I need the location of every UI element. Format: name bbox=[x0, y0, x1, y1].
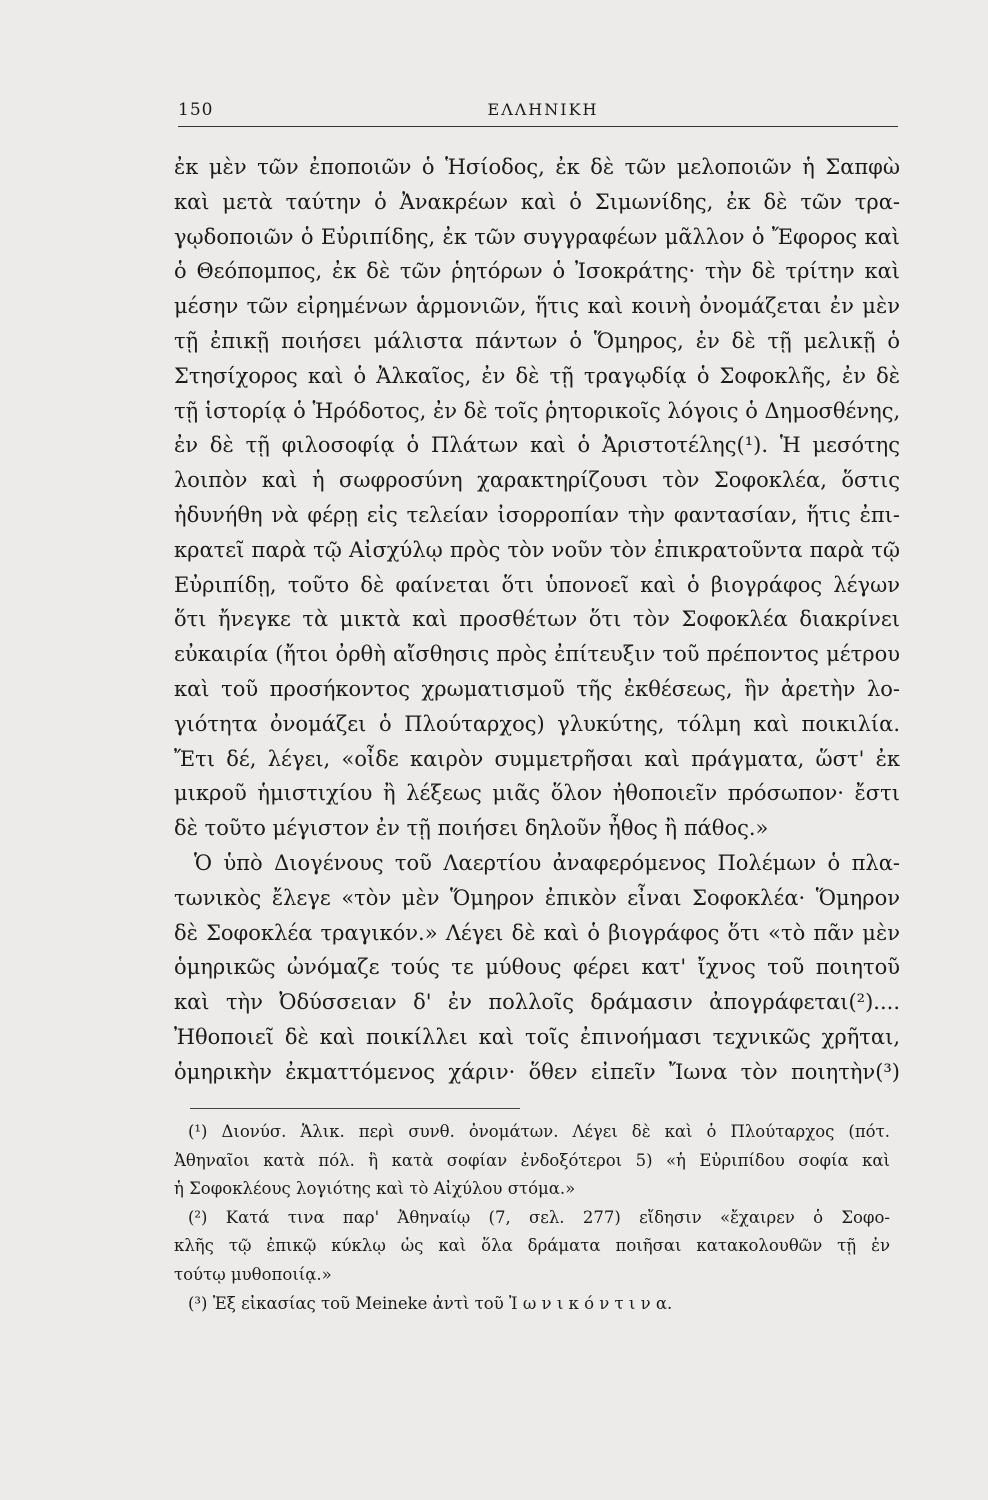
footnote-line: κλῆς τῷ ἐπικῷ κύκλῳ ὡς καὶ ὅλα δράματα ποιῆσαι κατακολουθῶν τῇ ἐν bbox=[174, 1236, 890, 1256]
text-line: Εὐριπίδῃ, τοῦτο δὲ φαίνεται ὅτι ὑπονοεῖ καὶ ὁ βιογράφος λέγων bbox=[174, 572, 900, 597]
running-title: ΕΛΛΗΝΙΚΗ bbox=[487, 100, 599, 119]
text-line: τωνικὸς ἔλεγε «τὸν μὲν Ὅμηρον ἐπικὸν εἶναι Σοφοκλέα· Ὅμηρον bbox=[174, 885, 900, 910]
text-line: ὁμηρικῶς ὠνόμαζε τούς τε μύθους φέρει κατ' ἴχνος τοῦ ποιητοῦ bbox=[174, 955, 900, 980]
page-number: 150 bbox=[178, 100, 214, 120]
text-line: ὅτι ἤνεγκε τὰ μικτὰ καὶ προσθέτων ὅτι τὸν Σοφοκλέα διακρίνει bbox=[174, 607, 900, 632]
text-line: ἐκ μὲν τῶν ἐποποιῶν ὁ Ἡσίοδος, ἐκ δὲ τῶν μελοποιῶν ἡ Σαπφὼ bbox=[174, 155, 900, 179]
text-line: λοιπὸν καὶ ἡ σωφροσύνη χαρακτηρίζουσι τὸν Σοφοκλέα, ὅστις bbox=[174, 468, 900, 493]
text-line: δὲ Σοφοκλέα τραγικόν.» Λέγει δὲ καὶ ὁ βιογράφος ὅτι «τὸ πᾶν μὲν bbox=[174, 920, 900, 945]
footnote-line: τούτῳ μυθοποιίᾳ.» bbox=[174, 1264, 332, 1284]
text-line: δὲ τοῦτο μέγιστον ἐν τῇ ποιήσει δηλοῦν ἦθος ἢ πάθος.» bbox=[174, 816, 769, 841]
footnote-line: (³) Ἐξ εἰκασίας τοῦ Meineke ἀντὶ τοῦ Ἰ ω ν ι κ ό ν τ ι ν α. bbox=[188, 1293, 673, 1313]
text-line: Στησίχορος καὶ ὁ Ἀλκαῖος, ἐν δὲ τῇ τραγῳδίᾳ ὁ Σοφοκλῆς, ἐν δὲ bbox=[174, 363, 900, 388]
text-line: ἐν δὲ τῇ φιλοσοφίᾳ ὁ Πλάτων καὶ ὁ Ἀριστοτέλης(¹). Ἡ μεσότης bbox=[174, 433, 900, 458]
text-line: ἠδυνήθη νὰ φέρῃ εἰς τελείαν ἰσορροπίαν τὴν φαντασίαν, ἥτις ἐπι- bbox=[174, 502, 900, 527]
header-rule bbox=[178, 126, 898, 127]
footnote-line: (¹) Διονύσ. Ἁλικ. περὶ συνθ. ὀνομάτων. Λέγει δὲ καὶ ὁ Πλούταρχος (πότ. bbox=[188, 1122, 890, 1141]
text-line: γῳδοποιῶν ὁ Εὐριπίδης, ἐκ τῶν συγγραφέων μᾶλλον ὁ Ἔφορος καὶ bbox=[174, 224, 900, 249]
text-line: τῇ ἐπικῇ ποιήσει μάλιστα πάντων ὁ Ὅμηρος, ἐν δὲ τῇ μελικῇ ὁ bbox=[174, 328, 900, 353]
body-text bbox=[174, 150, 900, 1090]
footnote-line: Ἀθηναῖοι κατὰ πόλ. ἢ κατὰ σοφίαν ἐνδοξότεροι 5) «ἡ Εὐριπίδου σοφία καὶ bbox=[174, 1150, 890, 1170]
page-header bbox=[178, 92, 908, 122]
text-line: μικροῦ ἡμιστιχίου ἢ λέξεως μιᾶς ὅλον ἠθοποιεῖν πρόσωπον· ἔστι bbox=[174, 781, 900, 806]
text-line: ὁ Θεόπομπος, ἐκ δὲ τῶν ῥητόρων ὁ Ἰσοκράτης· τὴν δὲ τρίτην καὶ bbox=[174, 259, 900, 284]
footnote-line: ἡ Σοφοκλέους λογιότης καὶ τὸ Αἰχύλου στόμα.» bbox=[174, 1179, 576, 1199]
text-line: καὶ τοῦ προσήκοντος χρωματισμοῦ τῆς ἐκθέσεως, ἣν ἀρετὴν λο- bbox=[174, 676, 900, 701]
text-line: καὶ μετὰ ταύτην ὁ Ἀνακρέων καὶ ὁ Σιμωνίδης, ἐκ δὲ τῶν τρα- bbox=[174, 189, 900, 214]
text-line: ὁμηρικὴν ἐκματτόμενος χάριν· ὅθεν εἰπεῖν Ἴωνα τὸν ποιητὴν(³) bbox=[174, 1059, 900, 1084]
text-line: καὶ τὴν Ὀδύσσειαν δ' ἐν πολλοῖς δράμασιν ἀπογράφεται(²).... bbox=[174, 990, 900, 1015]
footnote-rule bbox=[190, 1108, 520, 1109]
text-line: εὐκαιρία (ἤτοι ὀρθὴ αἴσθησις πρὸς ἐπίτευξιν τοῦ πρέποντος μέτρου bbox=[174, 642, 900, 667]
text-line: Ἔτι δέ, λέγει, «οἶδε καιρὸν συμμετρῆσαι καὶ πράγματα, ὥστ' ἐκ bbox=[174, 746, 900, 771]
text-line: τῇ ἱστορίᾳ ὁ Ἡρόδοτος, ἐν δὲ τοῖς ῥητορικοῖς λόγοις ὁ Δημοσθένης, bbox=[174, 398, 900, 423]
text-line: κρατεῖ παρὰ τῷ Αἰσχύλῳ πρὸς τὸν νοῦν τὸν ἐπικρατοῦντα παρὰ τῷ bbox=[174, 537, 900, 562]
text-line: μέσην τῶν εἰρημένων ἁρμονιῶν, ἥτις καὶ κοινὴ ὀνομάζεται ἐν μὲν bbox=[174, 294, 900, 319]
footnotes bbox=[174, 1118, 890, 1318]
footnote-line: (²) Κατά τινα παρ' Ἀθηναίῳ (7, σελ. 277) εἴδησιν «ἔχαιρεν ὁ Σοφο- bbox=[188, 1207, 890, 1227]
text-line: γιότητα ὀνομάζει ὁ Πλούταρχος) γλυκύτης, τόλμη καὶ ποικιλία. bbox=[174, 711, 900, 736]
text-line: Ἠθοποιεῖ δὲ καὶ ποικίλλει καὶ τοῖς ἐπινοήμασι τεχνικῶς χρῆται, bbox=[174, 1024, 900, 1049]
text-line: Ὁ ὑπὸ Διογένους τοῦ Λαερτίου ἀναφερόμενος Πολέμων ὁ πλα- bbox=[194, 850, 900, 875]
